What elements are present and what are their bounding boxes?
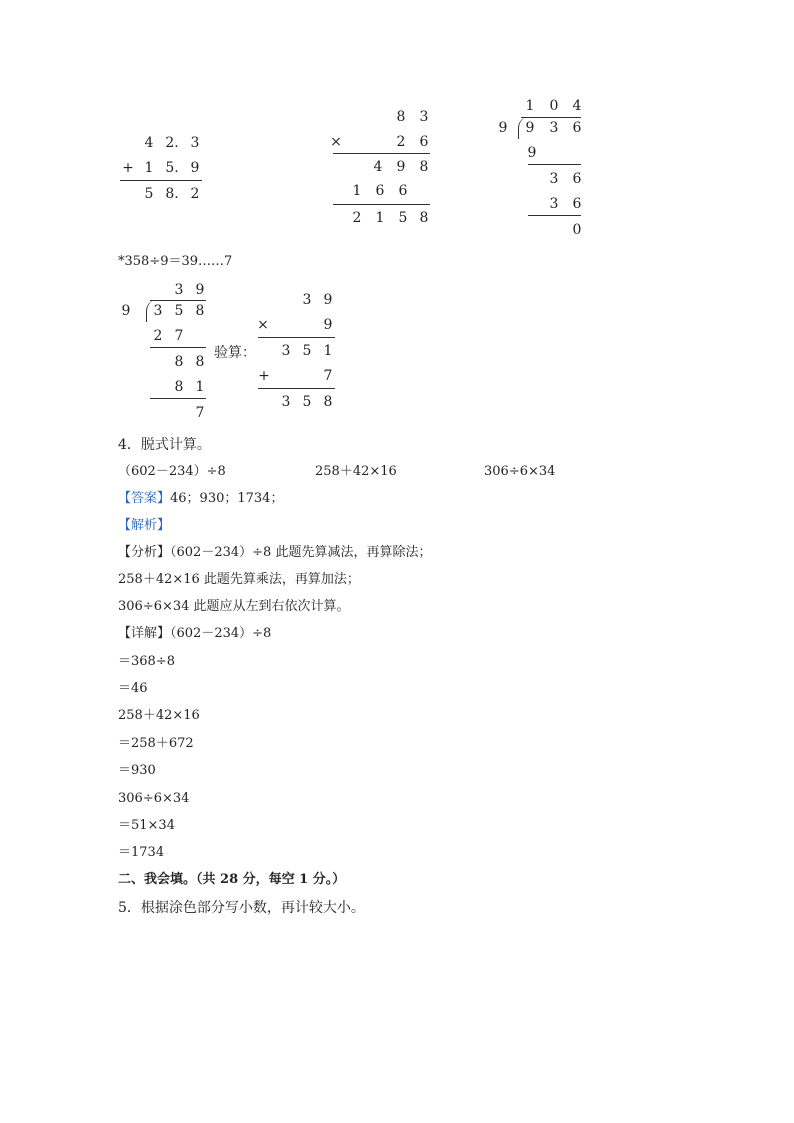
step-line-text: ＝368÷8 [118, 654, 175, 669]
digit: 6 [572, 171, 582, 187]
digit: 9 [525, 120, 535, 136]
step-line-text: ＝46 [118, 681, 148, 696]
digit: 8 [195, 303, 205, 319]
analysis-label: 【解析】 [118, 518, 171, 533]
digit: 8 [419, 210, 429, 226]
digit: 3 [190, 135, 200, 151]
step-line-text: 306÷6×34 [118, 791, 190, 806]
digit: 3 [549, 171, 559, 187]
digit: 3 [281, 343, 291, 359]
fenxi-line-3: 306÷6×34 此题应从左到右依次计算。 [118, 599, 350, 614]
digit: 8 [396, 109, 406, 125]
answer-line [118, 490, 283, 508]
digit: 3 [549, 196, 559, 212]
step-line-text: 258＋42×16 [118, 708, 200, 723]
step-line-text: ＝1734 [118, 845, 165, 860]
digit: 9 [323, 292, 333, 308]
digit: 5 [302, 394, 312, 410]
xiangjie-text: （602－234）÷8 [170, 626, 272, 641]
digit: 6 [375, 183, 385, 199]
digit: 6 [572, 196, 582, 212]
digit: 7 [174, 328, 184, 344]
step-line-text: ＝51×34 [118, 818, 175, 833]
digit: 3 [153, 303, 163, 319]
q4-expr-2: 258＋42×16 [315, 464, 397, 479]
operator: × [330, 134, 342, 150]
digit: 5. [165, 160, 179, 176]
digit: 9 [190, 160, 200, 176]
digit: 1 [323, 343, 333, 359]
digit: 3 [302, 292, 312, 308]
digit: 3 [281, 394, 291, 410]
q5-title: 5．根据涂色部分写小数，再计较大小。 [118, 900, 365, 916]
digit: 2 [190, 186, 200, 202]
division-result-line: *358÷9＝39……7 [118, 254, 233, 269]
product-line [258, 337, 335, 338]
answer-label: 【答案】 [118, 491, 171, 506]
digit: 6 [572, 120, 582, 136]
digit: 3 [549, 120, 559, 136]
digit: 8 [419, 159, 429, 175]
step-line [150, 398, 206, 399]
digit: 1 [144, 160, 154, 176]
digit: 2 [396, 134, 406, 150]
check-label: 验算： [214, 345, 256, 361]
xiangjie-label: 【详解】 [118, 626, 171, 641]
digit: 1 [375, 210, 385, 226]
digit: 8 [174, 379, 184, 395]
operator: × [257, 317, 269, 333]
digit: 2 [153, 328, 163, 344]
q4-expr-3: 306÷6×34 [484, 464, 556, 479]
product-line-2 [333, 204, 430, 205]
digit: 6 [398, 183, 408, 199]
digit: 9 [195, 282, 205, 298]
section-heading: 二、我会填。（共 28 分，每空 1 分。） [118, 872, 346, 887]
answer-text: 46；930；1734； [170, 491, 284, 506]
fenxi-text: （602－234）÷8 此题先算减法，再算除法； [170, 545, 432, 560]
sum-line [120, 180, 202, 181]
digit: 3 [174, 282, 184, 298]
division-bar [521, 117, 581, 118]
operator: + [258, 368, 270, 384]
fenxi-line-2: 258＋42×16 此题先算乘法，再算加法； [118, 572, 360, 587]
q4-expr-1: （602－234）÷8 [118, 464, 226, 479]
digit: 7 [323, 368, 333, 384]
digit: 5 [174, 303, 184, 319]
digit: 1 [525, 98, 535, 114]
digit: 5 [144, 186, 154, 202]
step-line-text: ＝930 [118, 763, 156, 778]
digit: 9 [527, 145, 537, 161]
product-line-1 [333, 153, 430, 154]
digit: 8 [195, 354, 205, 370]
q4-title: 4．脱式计算。 [118, 437, 211, 453]
fenxi-label: 【分析】 [118, 545, 171, 560]
digit: 9 [396, 159, 406, 175]
divisor: 9 [121, 303, 131, 319]
digit: 6 [419, 134, 429, 150]
digit: 5 [302, 343, 312, 359]
step-line [528, 215, 581, 216]
digit: 8 [174, 354, 184, 370]
digit: 0 [549, 98, 559, 114]
step-line [150, 347, 206, 348]
digit: 9 [323, 317, 333, 333]
remainder: 0 [572, 222, 582, 238]
digit: 1 [195, 379, 205, 395]
digit: 4 [572, 98, 582, 114]
digit: 4 [373, 159, 383, 175]
digit: 3 [419, 109, 429, 125]
fenxi-line-1 [118, 544, 431, 562]
xiangjie-line [118, 625, 271, 643]
digit: 1 [352, 183, 362, 199]
digit: 2. [165, 135, 179, 151]
divisor: 9 [498, 120, 508, 136]
step-line [528, 164, 581, 165]
digit: 4 [144, 135, 154, 151]
step-line-text: ＝258＋672 [118, 736, 194, 751]
division-bar [150, 300, 206, 301]
digit: 8. [165, 186, 179, 202]
digit: 2 [352, 210, 362, 226]
digit: 8 [323, 394, 333, 410]
operator: + [122, 160, 134, 176]
remainder: 7 [195, 405, 205, 421]
digit: 5 [398, 210, 408, 226]
sum-line [258, 388, 335, 389]
